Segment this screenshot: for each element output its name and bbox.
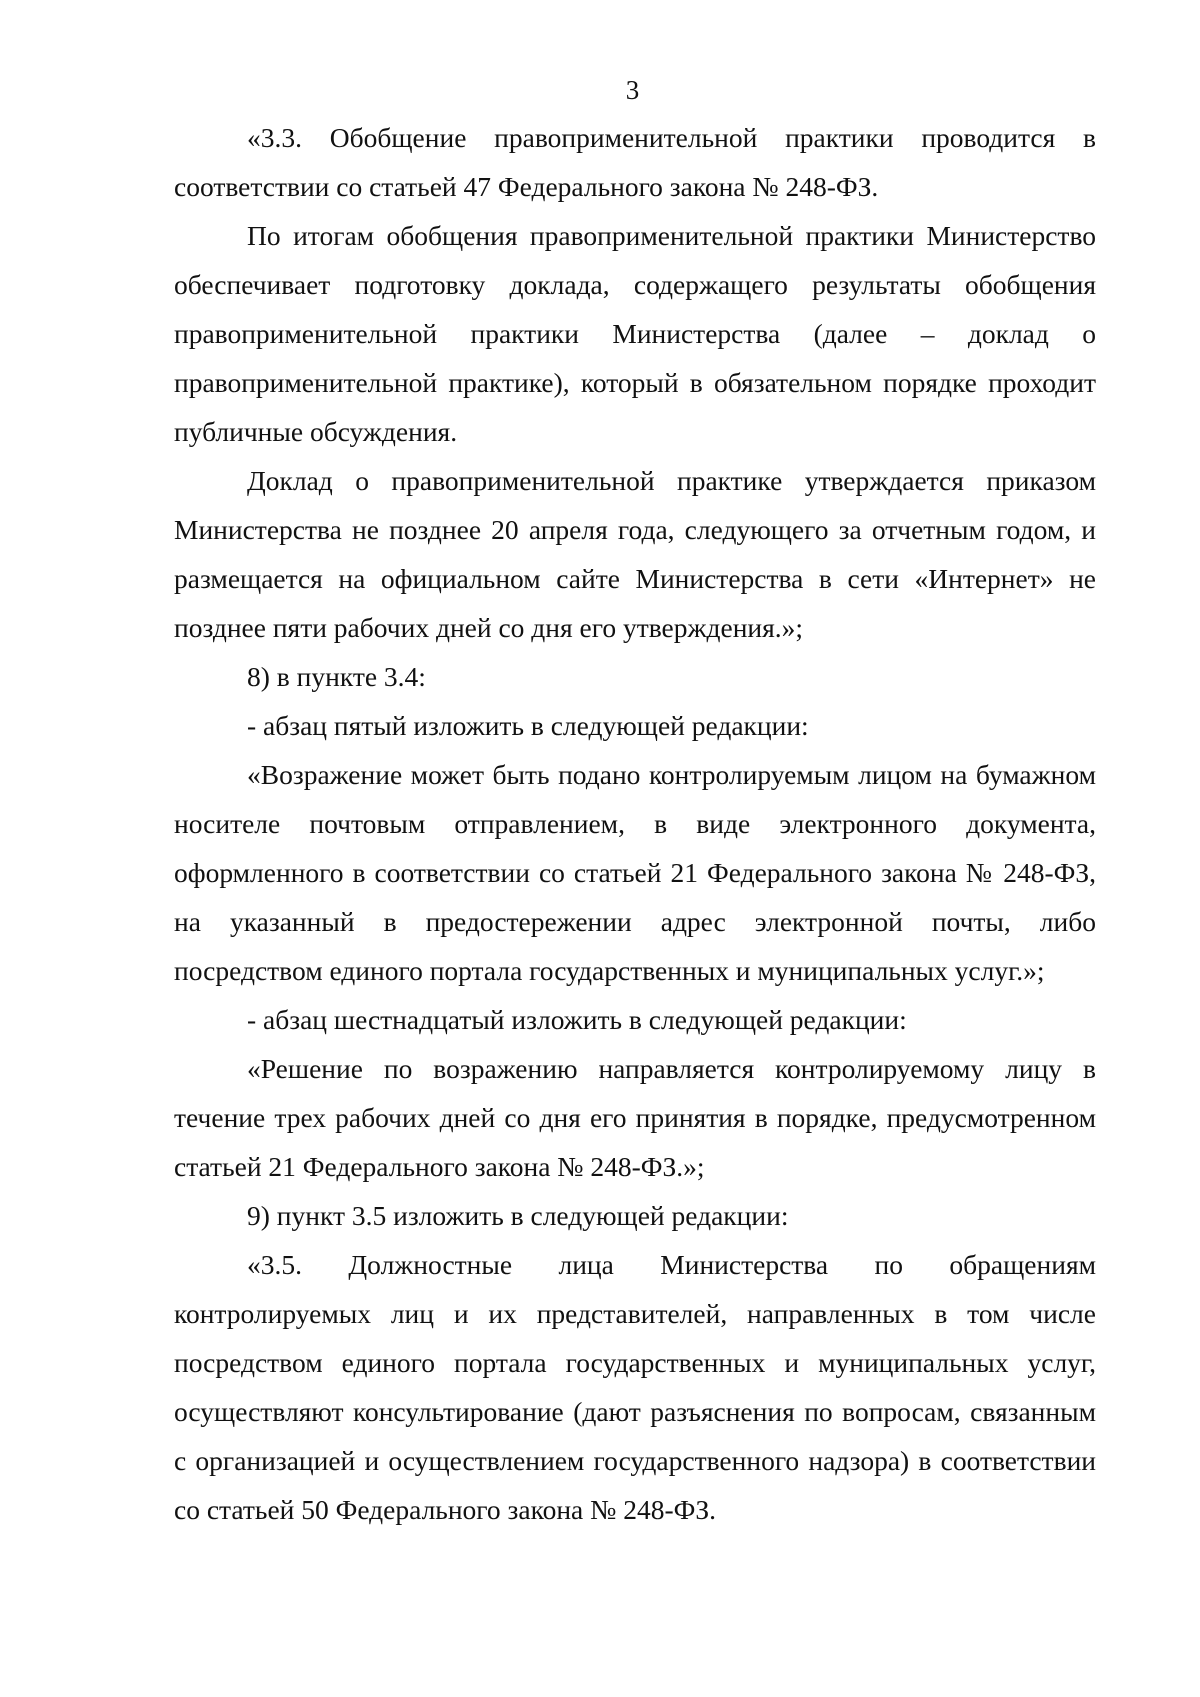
paragraph-fifth-subparagraph: - абзац пятый изложить в следующей редакции: [247,710,809,741]
document-body [174,113,1096,1534]
paragraph-3-5-consulting: «3.5. Должностные лица Министерства по обращениям контролируемых лиц и их представителей, направленных в том числе посредством единого портала государственных и муниципальных услуг, осуществляют консультирование (дают разъяснения по вопросам, связанным с организацией и осуществлением государственного надзора) в соответствии со статьей 50 Федерального закона № 248-ФЗ. [174,1249,1096,1525]
paragraph-report-approval: Доклад о правоприменительной практике утверждается приказом Министерства не позднее 20 апреля года, следующего за отчетным годом, и размещается на официальном сайте Министерства в сети «Интернет» не позднее пяти рабочих дней со дня его утверждения.»; [174,465,1096,643]
paragraph-item-8: 8) в пункте 3.4: [247,661,426,692]
paragraph-sixteenth-subparagraph: - абзац шестнадцатый изложить в следующей редакции: [247,1004,907,1035]
paragraph-report-preparation: По итогам обобщения правоприменительной практики Министерство обеспечивает подготовку доклада, содержащего результаты обобщения правоприменительной практики Министерства (далее – доклад о правоприменительной практике), который в обязательном порядке проходит публичные обсуждения. [174,220,1096,447]
paragraph-objection-decision: «Решение по возражению направляется контролируемому лицу в течение трех рабочих дней со дня его принятия в порядке, предусмотренном статьей 21 Федерального закона № 248-ФЗ.»; [174,1053,1096,1182]
paragraph-objection: «Возражение может быть подано контролируемым лицом на бумажном носителе почтовым отправлением, в виде электронного документа, оформленного в соответствии со статьей 21 Федерального закона № 248-ФЗ, на указанный в предостережении адрес электронной почты, либо посредством единого портала государственных и муниципальных услуг.»; [174,759,1096,986]
paragraph-3-3-intro: «3.3. Обобщение правоприменительной практики проводится в соответствии со статьей 47 Федерального закона № 248-ФЗ. [174,122,1096,202]
page-number: 3 [625,75,640,105]
paragraph-item-9: 9) пункт 3.5 изложить в следующей редакции: [247,1200,789,1231]
